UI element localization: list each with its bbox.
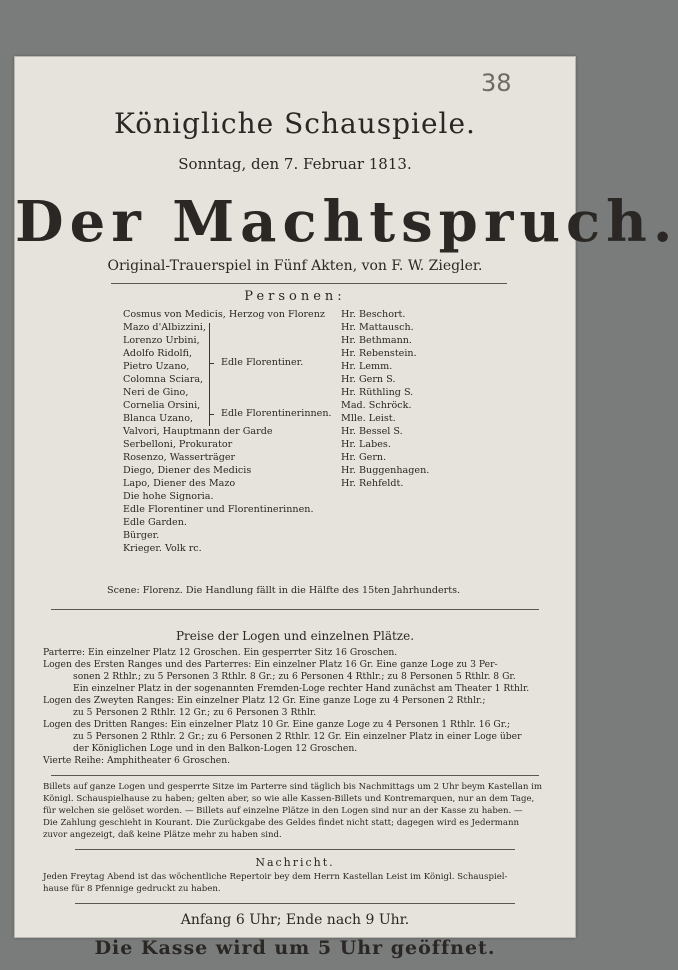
ticket-note-line: Billets auf ganze Logen und gesperrte Sitze im Parterre sind täglich bis Nachmittags um 2 Uhr beym Kastellan im — [43, 782, 543, 792]
group-label: Edle Florentiner. — [221, 357, 304, 368]
cast-actor: Hr. Mattausch. — [341, 322, 414, 333]
show-times: Anfang 6 Uhr; Ende nach 9 Uhr. — [180, 912, 410, 928]
cast-role: Valvori, Hauptmann der Garde — [123, 426, 273, 437]
notice-line: hause für 8 Pfennige gedruckt zu haben. — [43, 884, 221, 894]
cast-role: Edle Florentiner und Florentinerinnen. — [123, 504, 314, 515]
price-line: zu 5 Personen 2 Rthlr. 12 Gr.; zu 6 Personen 3 Rthlr. — [73, 707, 317, 718]
play-subtitle: Original-Trauerspiel in Fünf Akten, von F. W. Ziegler. — [107, 258, 483, 274]
cast-role: Die hohe Signoria. — [123, 491, 214, 502]
divider — [111, 283, 507, 284]
cast-heading: Personen: — [244, 289, 346, 304]
cast-actor: Mad. Schröck. — [341, 400, 412, 411]
cast-role: Blanca Uzano, — [123, 413, 194, 424]
ticket-note-line: für welchen sie gelöset worden. — Billets auf einzelne Plätze in den Logen sind nur an der Kasse zu haben. — — [43, 806, 523, 816]
price-line: sonen 2 Rthlr.; zu 5 Personen 3 Rthlr. 8 Gr.; zu 6 Personen 4 Rthlr.; zu 8 Personen 5 Rthlr. 8 Gr. — [73, 671, 516, 682]
cast-role: Pietro Uzano, — [123, 361, 190, 372]
cast-role: Serbelloni, Prokurator — [123, 439, 233, 450]
cast-role: Lapo, Diener des Mazo — [123, 478, 236, 489]
cast-role: Diego, Diener des Medicis — [123, 465, 252, 476]
price-line: Logen des Ersten Ranges und des Parterres: Ein einzelner Platz 16 Gr. Eine ganze Loge zu 3 Per- — [43, 659, 498, 670]
ticket-note-line: Die Zahlung geschieht in Kourant. Die Zurückgabe des Geldes findet nicht statt; dagegen wird es Jedermann — [43, 818, 520, 828]
play-title: Der Machtspruch. — [15, 189, 678, 255]
pencil-page-number: 38 — [481, 69, 512, 97]
cast-actor: Hr. Bethmann. — [341, 335, 412, 346]
cast-role: Adolfo Ridolfi, — [123, 348, 193, 359]
cast-actor: Mlle. Leist. — [341, 413, 396, 424]
divider — [51, 775, 539, 776]
group-label: Edle Florentinerinnen. — [221, 408, 332, 419]
cast-actor: Hr. Gern S. — [341, 374, 396, 385]
group-brace-tip — [209, 414, 214, 415]
cast-role: Colomna Sciara, — [123, 374, 204, 385]
cast-actor: Hr. Lemm. — [341, 361, 393, 372]
divider — [75, 849, 515, 850]
cast-actor: Hr. Gern. — [341, 452, 387, 463]
cast-role: Cornelia Orsini, — [123, 400, 201, 411]
notice-heading: Nachricht. — [255, 856, 335, 869]
price-line: Ein einzelner Platz in der sogenannten Fremden-Loge rechter Hand zunächst am Theater 1 Rthlr. — [73, 683, 530, 694]
cast-actor: Hr. Rüthling S. — [341, 387, 414, 398]
box-office-opening: Die Kasse wird um 5 Uhr geöffnet. — [94, 937, 496, 959]
cast-role: Krieger. Volk rc. — [123, 543, 202, 554]
notice-line: Jeden Freytag Abend ist das wöchentliche Repertoir bey dem Herrn Kastellan Leist im Königl. Schauspiel- — [43, 872, 508, 882]
cast-actor: Hr. Bessel S. — [341, 426, 403, 437]
performance-date: Sonntag, den 7. Februar 1813. — [178, 155, 412, 173]
group-brace — [209, 323, 210, 405]
cast-role: Mazo d'Albizzini, — [123, 322, 206, 333]
ticket-note-line: Königl. Schauspielhause zu haben; gelten aber, so wie alle Kassen-Billets und Kontremarquen, nur an dem Tage, — [43, 794, 535, 804]
price-line: Parterre: Ein einzelner Platz 12 Groschen. Ein gesperrter Sitz 16 Groschen. — [43, 647, 398, 658]
price-line: Logen des Dritten Ranges: Ein einzelner Platz 10 Gr. Eine ganze Loge zu 4 Personen 1 Rthlr. 16 Gr.; — [43, 719, 511, 730]
price-line: der Königlichen Loge und in den Balkon-Logen 12 Groschen. — [73, 743, 358, 754]
price-line: Vierte Reihe: Amphitheater 6 Groschen. — [43, 755, 231, 766]
cast-role: Cosmus von Medicis, Herzog von Florenz — [123, 309, 325, 320]
cast-role: Lorenzo Urbini, — [123, 335, 200, 346]
theatre-title: Königliche Schauspiele. — [114, 107, 476, 140]
prices-heading: Preise der Logen und einzelnen Plätze. — [175, 629, 415, 643]
cast-actor: Hr. Rehfeldt. — [341, 478, 404, 489]
cast-actor: Hr. Labes. — [341, 439, 391, 450]
cast-role: Edle Garden. — [123, 517, 187, 528]
group-brace-tip — [209, 363, 214, 364]
playbill-sheet — [14, 56, 678, 959]
divider — [51, 609, 539, 610]
cast-actor: Hr. Buggenhagen. — [341, 465, 430, 476]
scene-note: Scene: Florenz. Die Handlung fällt in die Hälfte des 15ten Jahrhunderts. — [107, 585, 461, 596]
cast-role: Bürger. — [123, 530, 160, 541]
price-line: Logen des Zweyten Ranges: Ein einzelner Platz 12 Gr. Eine ganze Loge zu 4 Personen 2 Rthlr.; — [43, 695, 486, 706]
cast-actor: Hr. Rebenstein. — [341, 348, 417, 359]
divider — [75, 903, 515, 904]
ticket-note-line: zuvor angezeigt, daß keine Plätze mehr zu haben sind. — [43, 830, 282, 840]
cast-role: Neri de Gino, — [123, 387, 189, 398]
cast-role: Rosenzo, Wasserträger — [123, 452, 236, 463]
price-line: zu 5 Personen 2 Rthlr. 2 Gr.; zu 6 Personen 2 Rthlr. 12 Gr. Ein einzelner Platz in einer Loge über — [73, 731, 522, 742]
cast-actor: Hr. Beschort. — [341, 309, 406, 320]
